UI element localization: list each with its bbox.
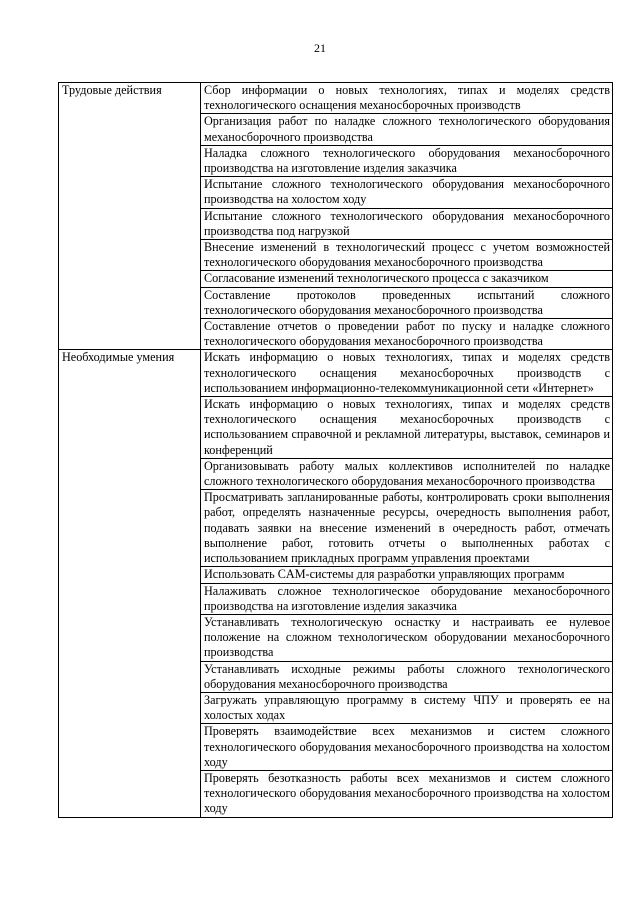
item-text: Использовать CAM-системы для разработки управляющих программ (204, 567, 565, 582)
item-text: Организовывать работу малых коллективов исполнителей по наладке сложного технологического оборудования механосборочного производства (204, 458, 610, 489)
item-cell (201, 490, 613, 567)
item-text: Налаживать сложное технологическое оборудование механосборочного производства на изготовление изделия заказчика (204, 583, 610, 613)
item-cell (201, 614, 613, 661)
item-text: Искать информацию о новых технологиях, типах и моделях средств технологического оснащения механосборочных производств с использованием справочной и рекламной литературы, выставок, семинаров и конференций (204, 397, 610, 457)
item-text: Просматривать запланированные работы, контролировать сроки выполнения работ, определять назначенные ресурсы, очередность выполнения работ, подавать заявки на внесение изменений в очередность работ, отмечать выполнение работ, готовить отчеты о выполненных работах с использованием прикладных программ управления проектами (204, 490, 610, 566)
item-cell (201, 114, 613, 145)
page-number: 21 (314, 41, 326, 55)
item-cell (201, 319, 613, 350)
item-cell (201, 661, 613, 692)
category-cell: Необходимые умения (59, 350, 201, 817)
item-cell (201, 583, 613, 614)
item-text: Внесение изменений в технологический процесс с учетом возможностей технологического оборудования механосборочного производства (204, 240, 610, 270)
item-text: Устанавливать исходные режимы работы сложного технологического оборудования механосборочного производства (204, 661, 610, 691)
item-cell (201, 458, 613, 489)
item-text: Организация работ по наладке сложного технологического оборудования механосборочного производства (204, 114, 610, 144)
item-text: Проверять взаимодействие всех механизмов и систем сложного технологического оборудования механосборочного производства на холостом ходу (204, 724, 610, 769)
item-text: Проверять безотказность работы всех механизмов и систем сложного технологического оборудования механосборочного производства на холостом ходу (204, 770, 610, 816)
item-text: Устанавливать технологическую оснастку и настраивать ее нулевое положение на сложном технологическом оборудовании механосборочного производства (204, 614, 610, 660)
table-row (59, 83, 613, 114)
item-cell (201, 692, 613, 723)
item-cell (201, 240, 613, 271)
item-text: Загружать управляющую программу в систему ЧПУ и проверять ее на холостых ходах (204, 692, 610, 723)
item-cell (201, 177, 613, 208)
table-row (59, 350, 613, 397)
item-text: Согласование изменений технологического процесса с заказчиком (204, 271, 549, 286)
item-cell (201, 287, 613, 318)
item-text: Сбор информации о новых технологиях, типах и моделях средств технологического оснащения механосборочных производств (204, 83, 610, 113)
item-text: Искать информацию о новых технологиях, типах и моделях средств технологического оснащения механосборочных производств с использованием информационно-телекоммуникационной сети «Интернет» (204, 350, 610, 395)
item-cell (201, 397, 613, 459)
item-cell (201, 770, 613, 817)
requirements-table (58, 82, 613, 818)
item-cell (201, 350, 613, 397)
item-text: Испытание сложного технологического оборудования механосборочного производства на холостом ходу (204, 177, 610, 207)
requirements-table-body (59, 83, 613, 818)
item-cell (201, 208, 613, 239)
item-text: Составление протоколов проведенных испытаний сложного технологического оборудования механосборочного производства (204, 287, 610, 317)
item-cell (201, 724, 613, 771)
item-text: Испытание сложного технологического оборудования механосборочного производства под нагрузкой (204, 208, 610, 238)
item-text: Составление отчетов о проведении работ по пуску и наладке сложного технологического оборудования механосборочного производства (204, 319, 610, 349)
category-cell: Трудовые действия (59, 83, 201, 350)
item-cell (201, 271, 613, 287)
item-text: Наладка сложного технологического оборудования механосборочного производства на изготовление изделия заказчика (204, 145, 610, 176)
item-cell (201, 83, 613, 114)
item-cell (201, 567, 613, 583)
item-cell (201, 145, 613, 176)
